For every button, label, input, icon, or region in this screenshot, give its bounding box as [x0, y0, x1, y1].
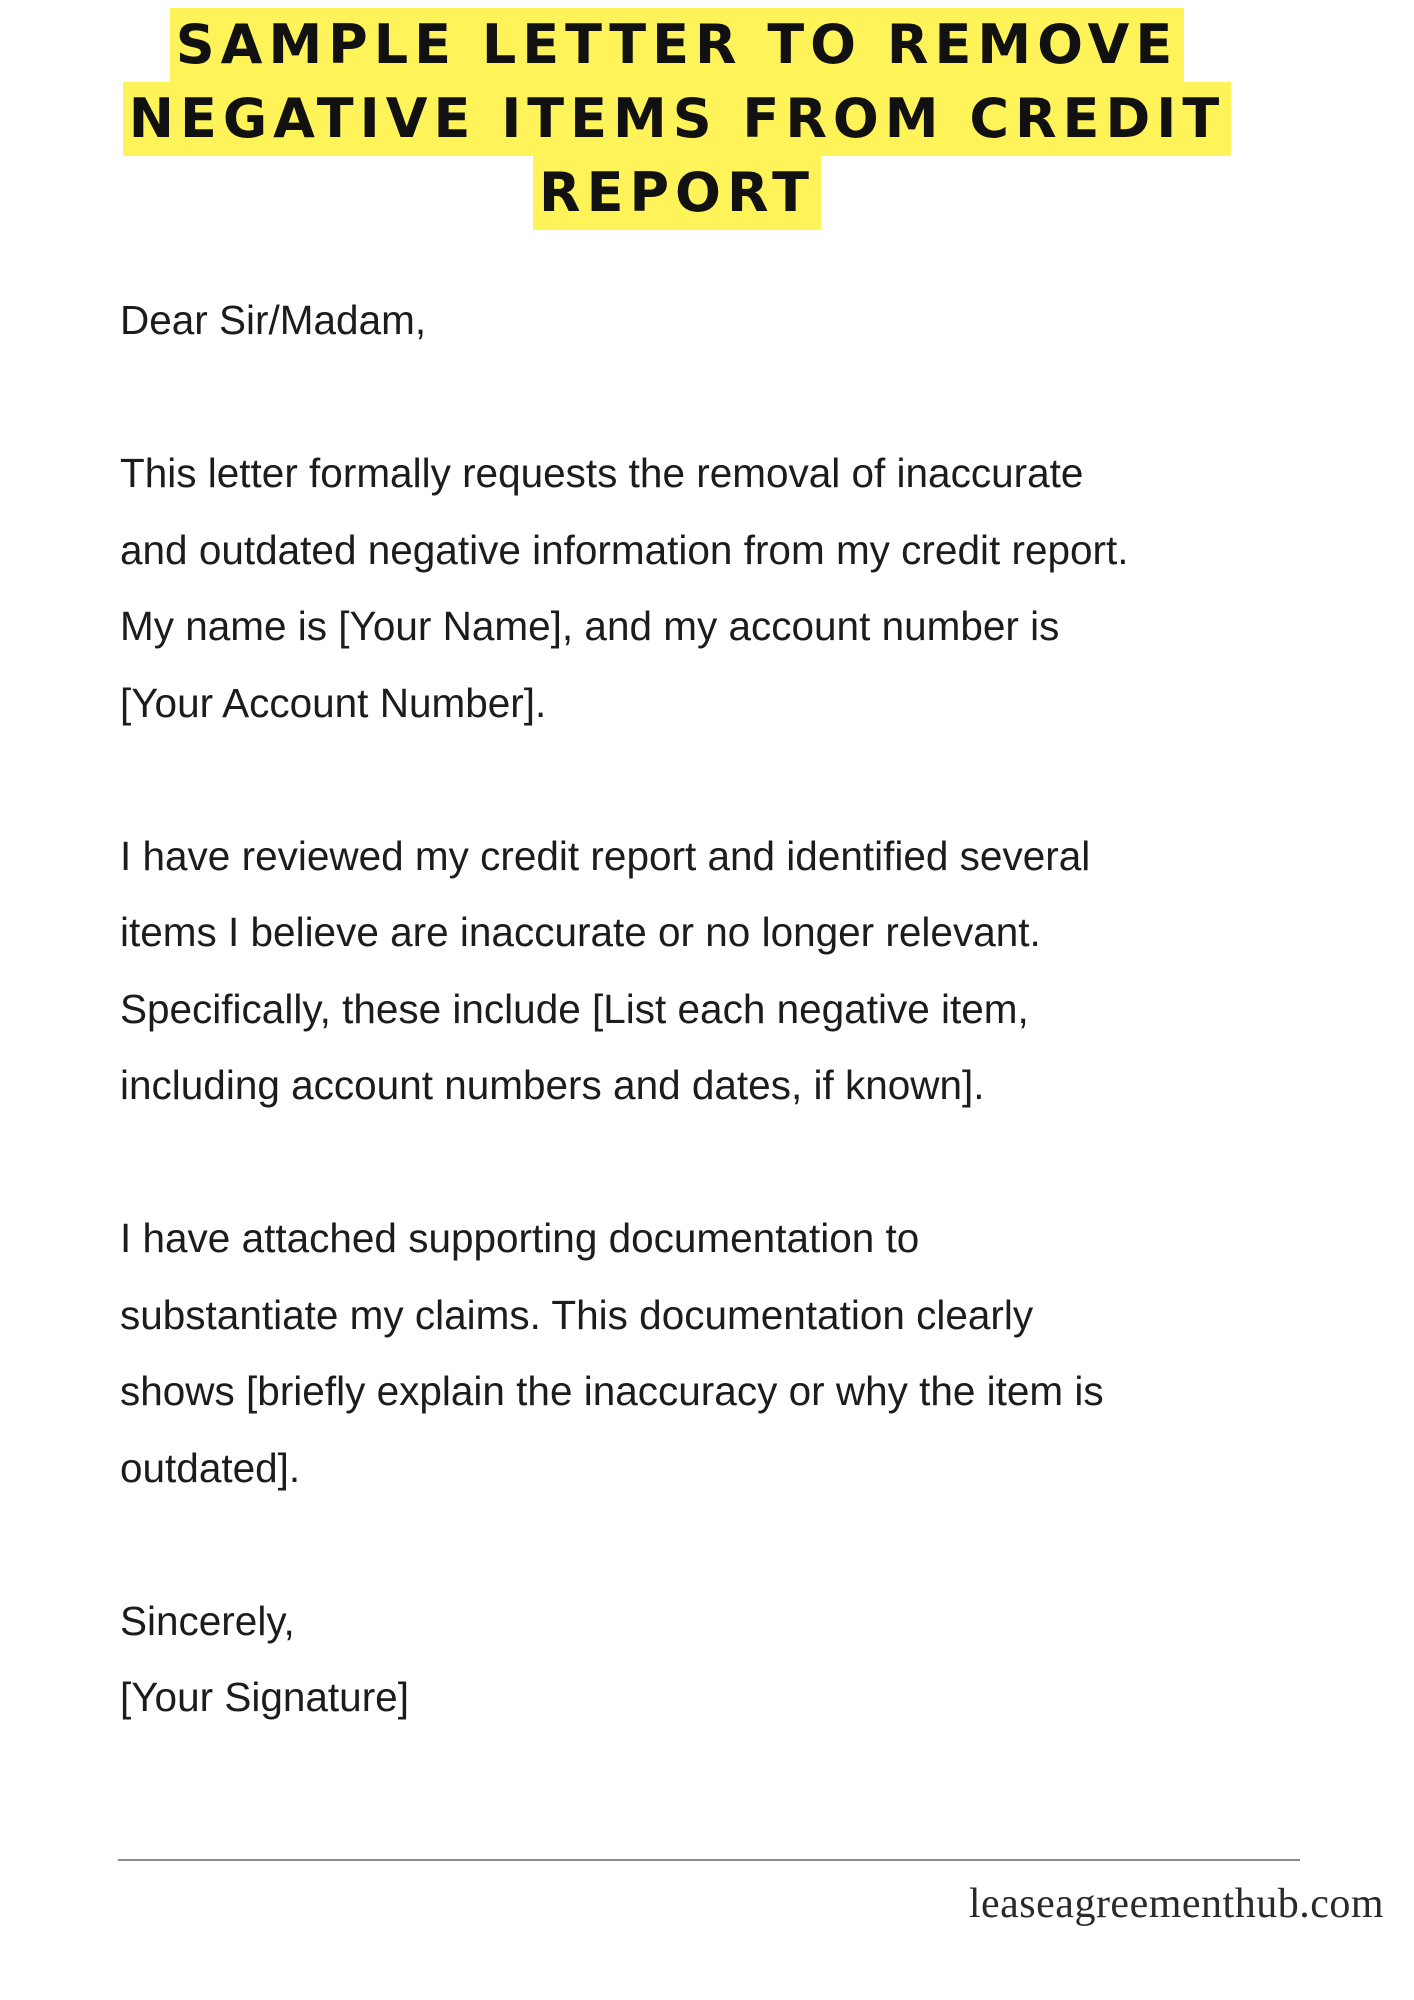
footer-divider	[118, 1859, 1300, 1861]
title-line-1: SAMPLE LETTER TO REMOVE	[170, 8, 1184, 82]
paragraph-line: and outdated negative information from my credit report.	[120, 526, 1129, 573]
title-line-3: REPORT	[533, 156, 821, 230]
paragraph-documentation	[120, 1200, 1350, 1506]
title-line-2: NEGATIVE ITEMS FROM CREDIT	[123, 82, 1231, 156]
paragraph-request	[120, 435, 1350, 741]
paragraph-items	[120, 818, 1350, 1124]
paragraph-line: My name is [Your Name], and my account number is	[120, 603, 1060, 649]
closing-text: Sincerely,	[120, 1597, 295, 1644]
page-title	[60, 8, 1294, 230]
paragraph-line: substantiate my claims. This documentation clearly	[120, 1291, 1034, 1338]
paragraph-line: outdated].	[120, 1444, 301, 1491]
salutation	[120, 282, 1350, 359]
paragraph-line: items I believe are inaccurate or no longer relevant.	[120, 909, 1041, 955]
signature-placeholder: [Your Signature]	[120, 1674, 409, 1720]
closing-block	[120, 1583, 1350, 1736]
paragraph-line: I have attached supporting documentation to	[120, 1215, 920, 1261]
website-name: leaseagreementhub.com	[968, 1881, 1384, 1927]
paragraph-line: I have reviewed my credit report and identified several	[120, 832, 1091, 879]
paragraph-line: including account numbers and dates, if known].	[120, 1062, 985, 1108]
salutation-text: Dear Sir/Madam,	[120, 297, 427, 343]
paragraph-line: [Your Account Number].	[120, 679, 547, 726]
letter-body	[120, 282, 1350, 1736]
paragraph-line: shows [briefly explain the inaccuracy or why the item is	[120, 1368, 1104, 1414]
paragraph-line: This letter formally requests the removal of inaccurate	[120, 450, 1084, 496]
paragraph-line: Specifically, these include [List each negative item,	[120, 985, 1029, 1032]
